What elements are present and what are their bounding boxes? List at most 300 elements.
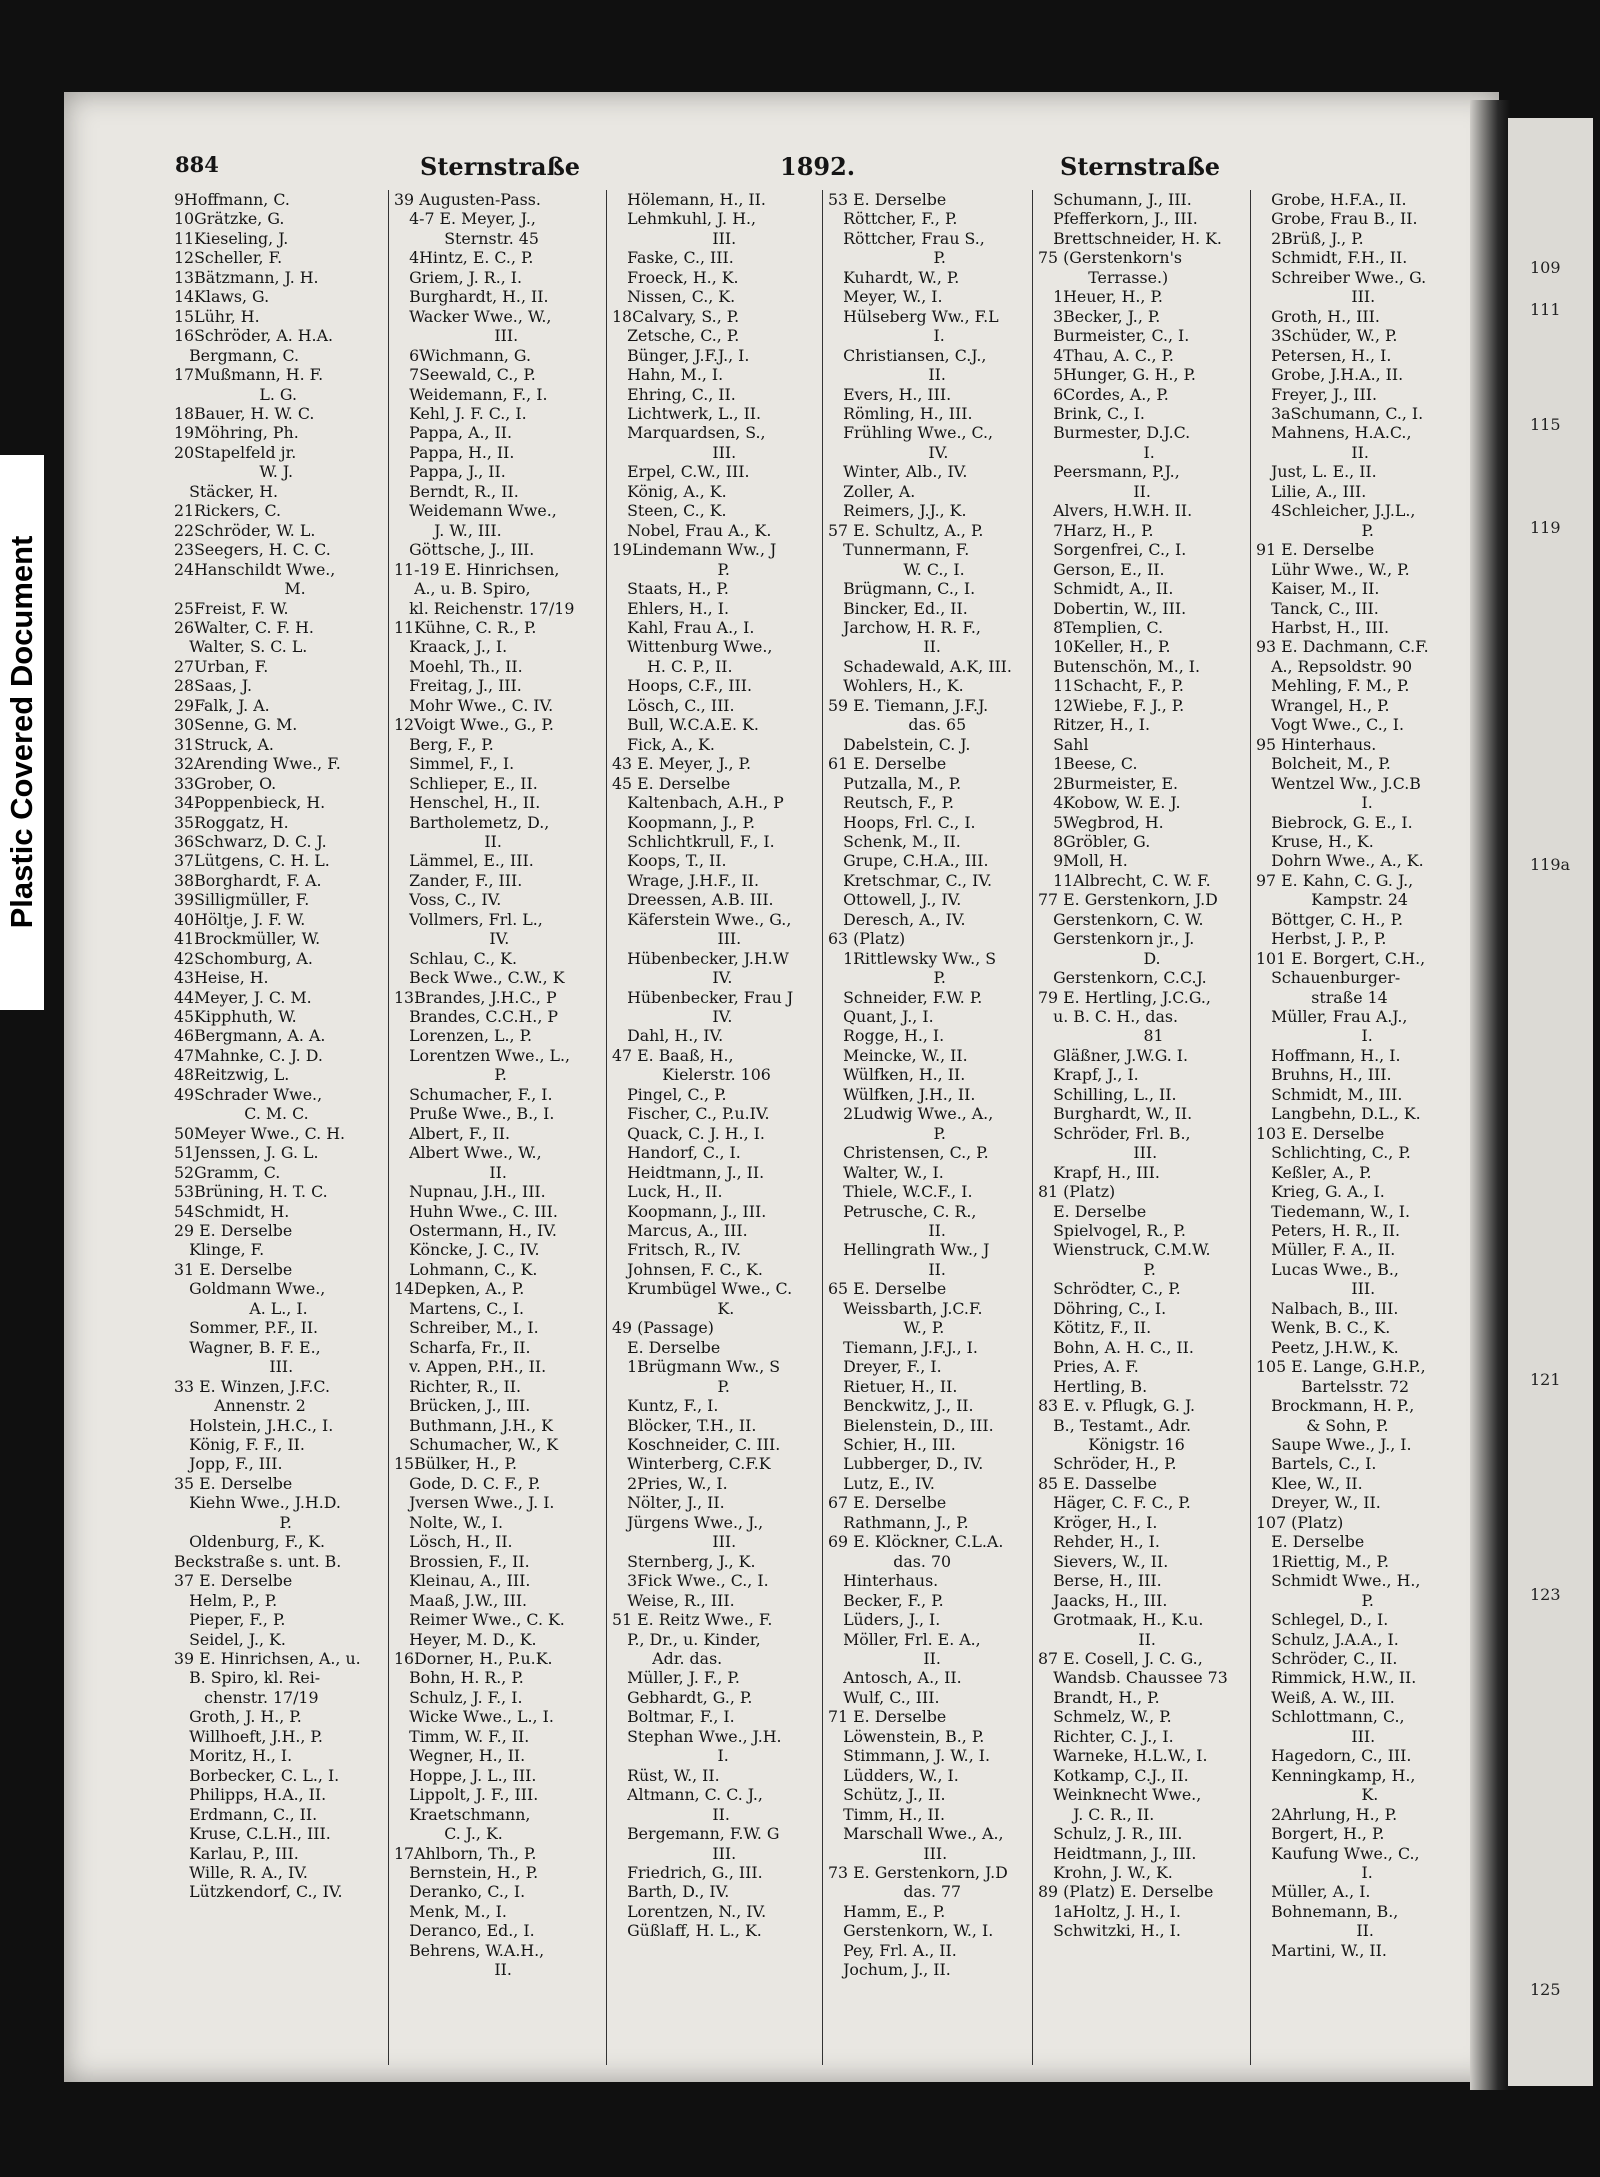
directory-line: 28Saas, J. bbox=[174, 676, 253, 696]
directory-line: Burmeister, C., I. bbox=[1038, 326, 1190, 346]
directory-line: Klee, W., II. bbox=[1256, 1473, 1363, 1493]
directory-line: Röttcher, Frau S., bbox=[828, 228, 985, 248]
directory-line: Nupnau, J.H., III. bbox=[394, 1182, 546, 1202]
directory-line: Schröder, C., II. bbox=[1256, 1648, 1398, 1668]
directory-line: 41Brockmüller, W. bbox=[174, 929, 321, 949]
directory-line: Schumacher, W., K bbox=[394, 1435, 559, 1454]
directory-line: Hülseberg Ww., F.L bbox=[828, 306, 999, 326]
directory-line: Nobel, Frau A., K. bbox=[612, 520, 772, 540]
directory-line: 2Ahrlung, H., P. bbox=[1256, 1804, 1398, 1824]
directory-line: Wille, R. A., IV. bbox=[174, 1862, 308, 1882]
directory-line: III. bbox=[1256, 1279, 1376, 1299]
directory-line: Sternberg, J., K. bbox=[612, 1551, 756, 1571]
directory-line: Kraack, J., I. bbox=[394, 637, 508, 657]
directory-line: 13Bätzmann, J. H. bbox=[174, 267, 319, 287]
directory-line: Kuntz, F., I. bbox=[612, 1396, 719, 1416]
directory-line: Kuhardt, W., P. bbox=[828, 267, 960, 287]
directory-line: Heyer, M. D., K. bbox=[394, 1629, 537, 1649]
directory-line: Gerstenkorn, W., I. bbox=[828, 1921, 994, 1941]
directory-line: 67 E. Derselbe bbox=[828, 1493, 947, 1513]
directory-line: 46Bergmann, A. A. bbox=[174, 1026, 326, 1046]
directory-line: 11Kieseling, J. bbox=[174, 228, 289, 248]
directory-line: Philipps, H.A., II. bbox=[174, 1785, 327, 1805]
directory-line: Martens, C., I. bbox=[394, 1298, 525, 1318]
directory-line: 91 E. Derselbe bbox=[1256, 540, 1375, 560]
directory-line: P. bbox=[394, 1065, 507, 1085]
directory-line: Tiemann, J.F.J., I. bbox=[828, 1337, 978, 1357]
directory-line: W. C., I. bbox=[828, 559, 965, 579]
directory-line: Burghardt, W., II. bbox=[1038, 1104, 1193, 1124]
directory-line: 10Grätzke, G. bbox=[174, 209, 285, 229]
directory-line: Hoops, Frl. C., I. bbox=[828, 812, 976, 832]
directory-line: Moritz, H., I. bbox=[174, 1746, 293, 1766]
directory-line: 73 E. Gerstenkorn, J.D bbox=[828, 1862, 1008, 1882]
directory-line: Butenschön, M., I. bbox=[1038, 656, 1201, 676]
directory-line: Krumbügel Wwe., C. bbox=[612, 1279, 793, 1299]
directory-line: Reimer Wwe., C. K. bbox=[394, 1610, 565, 1630]
directory-line: Simmel, F., I. bbox=[394, 754, 515, 774]
directory-line: Kröger, H., I. bbox=[1038, 1512, 1158, 1532]
directory-line: Hellingrath Ww., J bbox=[828, 1240, 990, 1260]
directory-line: III. bbox=[1256, 1726, 1376, 1746]
column-1 bbox=[174, 190, 386, 1902]
directory-line: Saupe Wwe., J., I. bbox=[1256, 1435, 1412, 1454]
directory-line: 59 E. Tiemann, J.F.J. bbox=[828, 695, 989, 715]
directory-line: Bernstein, H., P. bbox=[394, 1862, 539, 1882]
directory-line: Beck Wwe., C.W., K bbox=[394, 968, 565, 988]
directory-line: Dobertin, W., III. bbox=[1038, 598, 1187, 618]
directory-line: Kretschmar, C., IV. bbox=[828, 870, 992, 890]
directory-line: 25Freist, F. W. bbox=[174, 598, 289, 618]
directory-line: 9Hoffmann, C. bbox=[174, 190, 290, 209]
directory-line: Froeck, H., K. bbox=[612, 267, 739, 287]
directory-line: IV. bbox=[612, 1007, 733, 1027]
directory-line: Timm, H., II. bbox=[828, 1804, 945, 1824]
directory-line: 34Poppenbieck, H. bbox=[174, 793, 326, 813]
directory-line: Löwenstein, B., P. bbox=[828, 1726, 985, 1746]
directory-line: Pey, Frl. A., II. bbox=[828, 1940, 957, 1960]
directory-line: Brockmann, H. P., bbox=[1256, 1396, 1415, 1416]
directory-line: P. bbox=[612, 559, 730, 579]
directory-line: 8Gröbler, G. bbox=[1038, 831, 1151, 851]
directory-line: Quack, C. J. H., I. bbox=[612, 1123, 765, 1143]
directory-line: Freyer, J., III. bbox=[1256, 384, 1377, 404]
directory-line: Marquardsen, S., bbox=[612, 423, 766, 443]
directory-line: 6Cordes, A., P. bbox=[1038, 384, 1169, 404]
directory-line: 77 E. Gerstenkorn, J.D bbox=[1038, 890, 1218, 910]
directory-line: Bohn, A. H. C., II. bbox=[1038, 1337, 1194, 1357]
directory-line: 12Scheller, F. bbox=[174, 248, 283, 268]
directory-line: 2Ludwig Wwe., A., bbox=[828, 1104, 994, 1124]
directory-line: Jaacks, H., III. bbox=[1038, 1590, 1168, 1610]
directory-line: Wrage, J.H.F., II. bbox=[612, 870, 760, 890]
directory-line: Voss, C., IV. bbox=[394, 890, 502, 910]
directory-line: Krohn, J. W., K. bbox=[1038, 1862, 1173, 1882]
directory-line: 37 E. Derselbe bbox=[174, 1571, 293, 1591]
directory-line: II. bbox=[828, 1259, 946, 1279]
directory-line: B., Testamt., Adr. bbox=[1038, 1415, 1192, 1435]
directory-line: Lorenzen, L., P. bbox=[394, 1026, 533, 1046]
directory-line: Bincker, Ed., II. bbox=[828, 598, 968, 618]
directory-line: A. L., I. bbox=[174, 1298, 308, 1318]
directory-line: Schreiber, M., I. bbox=[394, 1318, 539, 1338]
directory-line: 31Struck, A. bbox=[174, 734, 274, 754]
edge-number: 121 bbox=[1530, 1370, 1561, 1389]
directory-line: 35 E. Derselbe bbox=[174, 1473, 293, 1493]
directory-line: Klinge, F. bbox=[174, 1240, 265, 1260]
directory-line: Behrens, W.A.H., bbox=[394, 1940, 545, 1960]
directory-line: Kenningkamp, H., bbox=[1256, 1765, 1416, 1785]
directory-line: 18Bauer, H. W. C. bbox=[174, 403, 315, 423]
directory-line: Müller, Frau A.J., bbox=[1256, 1007, 1408, 1027]
directory-line: Christensen, C., P. bbox=[828, 1143, 989, 1163]
directory-line: 93 E. Dachmann, C.F. bbox=[1256, 637, 1429, 657]
directory-line: 35Roggatz, H. bbox=[174, 812, 289, 832]
directory-line: Gode, D. C. F., P. bbox=[394, 1473, 541, 1493]
directory-line: II. bbox=[1038, 481, 1151, 501]
edge-number: 123 bbox=[1530, 1585, 1561, 1604]
directory-line: Hübenbecker, Frau J bbox=[612, 987, 794, 1007]
directory-line: K. bbox=[1256, 1785, 1379, 1805]
directory-line: Lämmel, E., III. bbox=[394, 851, 534, 871]
directory-line: Wicke Wwe., L., I. bbox=[394, 1707, 554, 1727]
directory-line: Wentzel Ww., J.C.B bbox=[1256, 773, 1421, 793]
directory-line: 2Burmeister, E. bbox=[1038, 773, 1179, 793]
directory-line: Borbecker, C. L., I. bbox=[174, 1765, 340, 1785]
directory-line: Schauenburger- bbox=[1256, 968, 1401, 988]
directory-line: 51Jenssen, J. G. L. bbox=[174, 1143, 319, 1163]
directory-line: Kötitz, F., II. bbox=[1038, 1318, 1152, 1338]
directory-line: Richter, R., II. bbox=[394, 1376, 522, 1396]
directory-line: Staats, H., P. bbox=[612, 579, 729, 599]
directory-line: Wacker Wwe., W., bbox=[394, 306, 552, 326]
directory-line: Oldenburg, F., K. bbox=[174, 1532, 326, 1552]
directory-line: Alvers, H.W.H. II. bbox=[1038, 501, 1193, 521]
directory-line: Pieper, F., P. bbox=[174, 1610, 286, 1630]
column-5 bbox=[1038, 190, 1248, 1941]
directory-line: Bohn, H. R., P. bbox=[394, 1668, 524, 1688]
directory-line: II. bbox=[394, 1960, 512, 1980]
directory-line: 33Grober, O. bbox=[174, 773, 277, 793]
directory-line: Sahl bbox=[1038, 734, 1089, 754]
directory-line: P. bbox=[174, 1512, 292, 1532]
directory-line: 1Riettig, M., P. bbox=[1256, 1551, 1390, 1571]
directory-line: Jochum, J., II. bbox=[828, 1960, 951, 1980]
directory-line: 33 E. Winzen, J.F.C. bbox=[174, 1376, 330, 1396]
directory-line: Lüdders, W., I. bbox=[828, 1765, 959, 1785]
directory-line: das. 65 bbox=[828, 715, 967, 735]
directory-line: Bohnemann, B., bbox=[1256, 1901, 1399, 1921]
directory-line: Vollmers, Frl. L., bbox=[394, 909, 543, 929]
directory-line: Petersen, H., I. bbox=[1256, 345, 1392, 365]
directory-line: III. bbox=[1256, 287, 1376, 307]
directory-line: Quant, J., I. bbox=[828, 1007, 934, 1027]
directory-line: Gerstenkorn, C.C.J. bbox=[1038, 968, 1207, 988]
book-spine bbox=[1470, 100, 1510, 2090]
directory-line: Brücken, J., III. bbox=[394, 1396, 531, 1416]
directory-line: Weinknecht Wwe., bbox=[1038, 1785, 1202, 1805]
directory-line: Meincke, W., II. bbox=[828, 1045, 968, 1065]
directory-line: Boltmar, F., I. bbox=[612, 1707, 735, 1727]
directory-line: Grotmaak, H., K.u. bbox=[1038, 1610, 1204, 1630]
directory-line: Blöcker, T.H., II. bbox=[612, 1415, 757, 1435]
directory-line: Borgert, H., P. bbox=[1256, 1824, 1385, 1844]
directory-line: Hamm, E., P. bbox=[828, 1901, 946, 1921]
directory-line: 39Silligmüller, F. bbox=[174, 890, 310, 910]
directory-line: 10Keller, H., P. bbox=[1038, 637, 1171, 657]
directory-line: 16Schröder, A. H.A. bbox=[174, 326, 334, 346]
directory-line: Stimmann, J. W., I. bbox=[828, 1746, 991, 1766]
directory-line: Thiele, W.C.F., I. bbox=[828, 1182, 973, 1202]
directory-line: Hübenbecker, J.H.W bbox=[612, 948, 789, 968]
directory-line: Biebrock, G. E., I. bbox=[1256, 812, 1413, 832]
directory-line: Möller, Frl. E. A., bbox=[828, 1629, 981, 1649]
directory-line: Wulf, C., III. bbox=[828, 1687, 940, 1707]
directory-line: Nissen, C., K. bbox=[612, 287, 736, 307]
directory-line: Rogge, H., I. bbox=[828, 1026, 945, 1046]
directory-line: Schenk, M., II. bbox=[828, 831, 961, 851]
directory-line: kl. Reichenstr. 17/19 bbox=[394, 598, 575, 618]
directory-line: Dreessen, A.B. III. bbox=[612, 890, 774, 910]
directory-line: 18Calvary, S., P. bbox=[612, 306, 740, 326]
directory-line: Jversen Wwe., J. I. bbox=[394, 1493, 555, 1513]
directory-line: Hertling, B. bbox=[1038, 1376, 1148, 1396]
directory-line: Lorentzen Wwe., L., bbox=[394, 1045, 571, 1065]
directory-line: 19Lindemann Ww., J bbox=[612, 540, 777, 560]
directory-line: 20Stapelfeld jr. bbox=[174, 442, 297, 462]
directory-line: Gläßner, J.W.G. I. bbox=[1038, 1045, 1189, 1065]
directory-line: Marcus, A., III. bbox=[612, 1221, 748, 1241]
directory-line: Bergmann, C. bbox=[174, 345, 300, 365]
directory-line: A., u. B. Spiro, bbox=[394, 579, 531, 599]
directory-line: Rehder, H., I. bbox=[1038, 1532, 1160, 1552]
directory-line: C. J., K. bbox=[394, 1824, 503, 1844]
directory-line: 3Fick Wwe., C., I. bbox=[612, 1571, 769, 1591]
directory-line: Stephan Wwe., J.H. bbox=[612, 1726, 782, 1746]
directory-line: Peetz, J.H.W., K. bbox=[1256, 1337, 1399, 1357]
next-page-edge bbox=[1508, 118, 1593, 2086]
directory-line: Bünger, J.F.J., I. bbox=[612, 345, 750, 365]
directory-line: Martini, W., II. bbox=[1256, 1940, 1387, 1960]
directory-line: Sievers, W., II. bbox=[1038, 1551, 1169, 1571]
directory-line: Gebhardt, G., P. bbox=[612, 1687, 753, 1707]
directory-line: 49Schrader Wwe., bbox=[174, 1084, 323, 1104]
directory-line: Lippolt, J. F., III. bbox=[394, 1785, 539, 1805]
directory-line: Dohrn Wwe., A., K. bbox=[1256, 851, 1424, 871]
directory-line: v. Appen, P.H., II. bbox=[394, 1357, 547, 1377]
directory-line: Schwitzki, H., I. bbox=[1038, 1921, 1181, 1941]
directory-line: Grobe, Frau B., II. bbox=[1256, 209, 1418, 229]
directory-line: Grupe, C.H.A., III. bbox=[828, 851, 989, 871]
directory-line: Lorentzen, N., IV. bbox=[612, 1901, 767, 1921]
directory-line: 3aSchumann, C., I. bbox=[1256, 403, 1424, 423]
directory-line: Fritsch, R., IV. bbox=[612, 1240, 742, 1260]
directory-line: Schulz, J. F., I. bbox=[394, 1687, 523, 1707]
column-rule bbox=[1032, 190, 1033, 2065]
directory-line: Grobe, H.F.A., II. bbox=[1256, 190, 1407, 209]
directory-line: Wrangel, H., P. bbox=[1256, 695, 1390, 715]
directory-line: Helm, P., P. bbox=[174, 1590, 278, 1610]
directory-line: Pappa, A., II. bbox=[394, 423, 513, 443]
directory-line: Köncke, J. C., IV. bbox=[394, 1240, 540, 1260]
directory-line: I. bbox=[1256, 793, 1373, 813]
directory-line: 4Kobow, W. E. J. bbox=[1038, 793, 1181, 813]
directory-line: Holstein, J.H.C., I. bbox=[174, 1415, 334, 1435]
directory-line: Krapf, J., I. bbox=[1038, 1065, 1139, 1085]
directory-line: 27Urban, F. bbox=[174, 656, 269, 676]
directory-line: Ostermann, H., IV. bbox=[394, 1221, 557, 1241]
directory-line: Erdmann, C., II. bbox=[174, 1804, 318, 1824]
directory-line: Warneke, H.L.W., I. bbox=[1038, 1746, 1208, 1766]
directory-line: Groth, J. H., P. bbox=[174, 1707, 302, 1727]
directory-line: Brügmann, C., I. bbox=[828, 579, 976, 599]
directory-line: Wegner, H., II. bbox=[394, 1746, 526, 1766]
directory-line: 42Schomburg, A. bbox=[174, 948, 313, 968]
directory-line: Pappa, J., II. bbox=[394, 462, 506, 482]
directory-line: Kaufung Wwe., C., bbox=[1256, 1843, 1420, 1863]
directory-line: II. bbox=[1038, 1629, 1156, 1649]
directory-line: Vogt Wwe., C., I. bbox=[1256, 715, 1405, 735]
directory-line: Dreyer, W., II. bbox=[1256, 1493, 1381, 1513]
directory-line: Schmidt, A., II. bbox=[1038, 579, 1174, 599]
directory-line: 57 E. Schultz, A., P. bbox=[828, 520, 984, 540]
directory-line: Schrödter, C., P. bbox=[1038, 1279, 1181, 1299]
directory-line: III. bbox=[174, 1357, 294, 1377]
directory-line: Bergemann, F.W. G bbox=[612, 1824, 780, 1844]
directory-line: Kampstr. 24 bbox=[1256, 890, 1408, 910]
directory-line: 5Wegbrod, H. bbox=[1038, 812, 1164, 832]
directory-line: Peersmann, P.J., bbox=[1038, 462, 1180, 482]
directory-line: 36Schwarz, D. C. J. bbox=[174, 831, 327, 851]
directory-line: & Sohn, P. bbox=[1256, 1415, 1389, 1435]
directory-line: D. bbox=[1038, 948, 1161, 968]
directory-line: König, F. F., II. bbox=[174, 1435, 305, 1454]
directory-line: Friedrich, G., III. bbox=[612, 1862, 763, 1882]
column-rule bbox=[388, 190, 389, 2065]
directory-line: Henschel, H., II. bbox=[394, 793, 541, 813]
directory-line: 51 E. Reitz Wwe., F. bbox=[612, 1610, 773, 1630]
directory-line: Wenk, B. C., K. bbox=[1256, 1318, 1391, 1338]
directory-line: 1aHoltz, J. H., I. bbox=[1038, 1901, 1181, 1921]
directory-line: 4-7 E. Meyer, J., bbox=[394, 209, 536, 229]
directory-line: Mohr Wwe., C. IV. bbox=[394, 695, 554, 715]
directory-line: Faske, C., III. bbox=[612, 248, 734, 268]
directory-line: 43Heise, H. bbox=[174, 968, 269, 988]
directory-line: 105 E. Lange, G.H.P., bbox=[1256, 1357, 1426, 1377]
directory-line: 1Beese, C. bbox=[1038, 754, 1138, 774]
directory-line: I. bbox=[1256, 1862, 1373, 1882]
directory-line: Timm, W. F., II. bbox=[394, 1726, 530, 1746]
directory-line: 12Wiebe, F. J., P. bbox=[1038, 695, 1185, 715]
directory-line: Altmann, C. C. J., bbox=[612, 1785, 763, 1805]
directory-line: Sorgenfrei, C., I. bbox=[1038, 540, 1187, 560]
directory-line: u. B. C. H., das. bbox=[1038, 1007, 1178, 1027]
directory-line: III. bbox=[394, 326, 519, 346]
directory-line: 69 E. Klöckner, C.L.A. bbox=[828, 1532, 1004, 1552]
directory-line: Kleinau, A., III. bbox=[394, 1571, 531, 1591]
column-3 bbox=[612, 190, 820, 1941]
directory-line: Schmelz, W., P. bbox=[1038, 1707, 1172, 1727]
directory-line: Buthmann, J.H., K bbox=[394, 1415, 553, 1435]
directory-line: 1Brügmann Ww., S bbox=[612, 1357, 781, 1377]
directory-line: II. bbox=[828, 637, 941, 657]
directory-line: Jarchow, H. R. F., bbox=[828, 617, 981, 637]
directory-line: Brettschneider, H. K. bbox=[1038, 228, 1222, 248]
directory-line: 15Lühr, H. bbox=[174, 306, 260, 326]
directory-line: M. bbox=[174, 579, 306, 599]
directory-line: Weidemann Wwe., bbox=[394, 501, 557, 521]
directory-line: 97 E. Kahn, C. G. J., bbox=[1256, 870, 1414, 890]
directory-line: 2Brüß, J., P. bbox=[1256, 228, 1364, 248]
directory-line: Richter, C. J., I. bbox=[1038, 1726, 1174, 1746]
edge-number: 109 bbox=[1530, 258, 1561, 277]
directory-line: Deresch, A., IV. bbox=[828, 909, 966, 929]
directory-line: Kehl, J. F. C., I. bbox=[394, 403, 527, 423]
directory-line: III. bbox=[828, 1843, 948, 1863]
directory-line: 31 E. Derselbe bbox=[174, 1259, 293, 1279]
directory-line: Ehring, C., II. bbox=[612, 384, 736, 404]
directory-line: Evers, H., III. bbox=[828, 384, 952, 404]
directory-line: 79 E. Hertling, J.C.G., bbox=[1038, 987, 1211, 1007]
directory-line: III. bbox=[612, 1532, 737, 1552]
directory-line: I. bbox=[612, 1746, 729, 1766]
directory-line: 29 E. Derselbe bbox=[174, 1221, 293, 1241]
directory-line: 5Hunger, G. H., P. bbox=[1038, 365, 1196, 385]
directory-line: 53 E. Derselbe bbox=[828, 190, 947, 209]
directory-line: III. bbox=[612, 1843, 737, 1863]
directory-line: Gerstenkorn, C. W. bbox=[1038, 909, 1204, 929]
page-number: 884 bbox=[175, 152, 219, 177]
directory-line: Burmester, D.J.C. bbox=[1038, 423, 1191, 443]
directory-line: Weissbarth, J.C.F. bbox=[828, 1298, 983, 1318]
directory-line: Koopmann, J., III. bbox=[612, 1201, 767, 1221]
directory-line: Lösch, H., II. bbox=[394, 1532, 513, 1552]
directory-line: Wittenburg Wwe., bbox=[612, 637, 773, 657]
directory-line: Dahl, H., IV. bbox=[612, 1026, 724, 1046]
directory-line: Hölemann, H., II. bbox=[612, 190, 766, 209]
directory-line: Lichtwerk, L., II. bbox=[612, 403, 762, 423]
directory-line: Müller, F. A., II. bbox=[1256, 1240, 1396, 1260]
directory-line: Pfefferkorn, J., III. bbox=[1038, 209, 1198, 229]
directory-line: Deranko, C., I. bbox=[394, 1882, 526, 1902]
directory-line: Albert Wwe., W., bbox=[394, 1143, 542, 1163]
directory-line: 37Lütgens, C. H. L. bbox=[174, 851, 330, 871]
directory-line: Heidtmann, J., III. bbox=[1038, 1843, 1197, 1863]
directory-line: Herbst, J. P., P. bbox=[1256, 929, 1387, 949]
directory-line: Königstr. 16 bbox=[1038, 1435, 1185, 1454]
directory-line: Grobe, J.H.A., II. bbox=[1256, 365, 1404, 385]
directory-line: I. bbox=[1256, 1026, 1373, 1046]
directory-line: Christiansen, C.J., bbox=[828, 345, 987, 365]
directory-line: 81 bbox=[1038, 1026, 1164, 1046]
directory-line: Walter, W., I. bbox=[828, 1162, 944, 1182]
directory-line: Schumann, J., III. bbox=[1038, 190, 1192, 209]
directory-line: Petrusche, C. R., bbox=[828, 1201, 977, 1221]
directory-line: Zander, F., III. bbox=[394, 870, 523, 890]
directory-line: P. bbox=[1256, 1590, 1374, 1610]
directory-line: 87 E. Cosell, J. C. G., bbox=[1038, 1648, 1203, 1668]
directory-line: Just, L. E., II. bbox=[1256, 462, 1377, 482]
directory-line: J. W., III. bbox=[394, 520, 502, 540]
directory-line: Wülfken, H., II. bbox=[828, 1065, 966, 1085]
directory-line: 19Möhring, Ph. bbox=[174, 423, 299, 443]
directory-line: Kruse, H., K. bbox=[1256, 831, 1374, 851]
directory-line: Willhoeft, J.H., P. bbox=[174, 1726, 323, 1746]
directory-line: Mahnens, H.A.C., bbox=[1256, 423, 1412, 443]
directory-line: 89 (Platz) E. Derselbe bbox=[1038, 1882, 1214, 1902]
directory-line: Winterberg, C.F.K bbox=[612, 1454, 771, 1474]
directory-line: Steen, C., K. bbox=[612, 501, 727, 521]
